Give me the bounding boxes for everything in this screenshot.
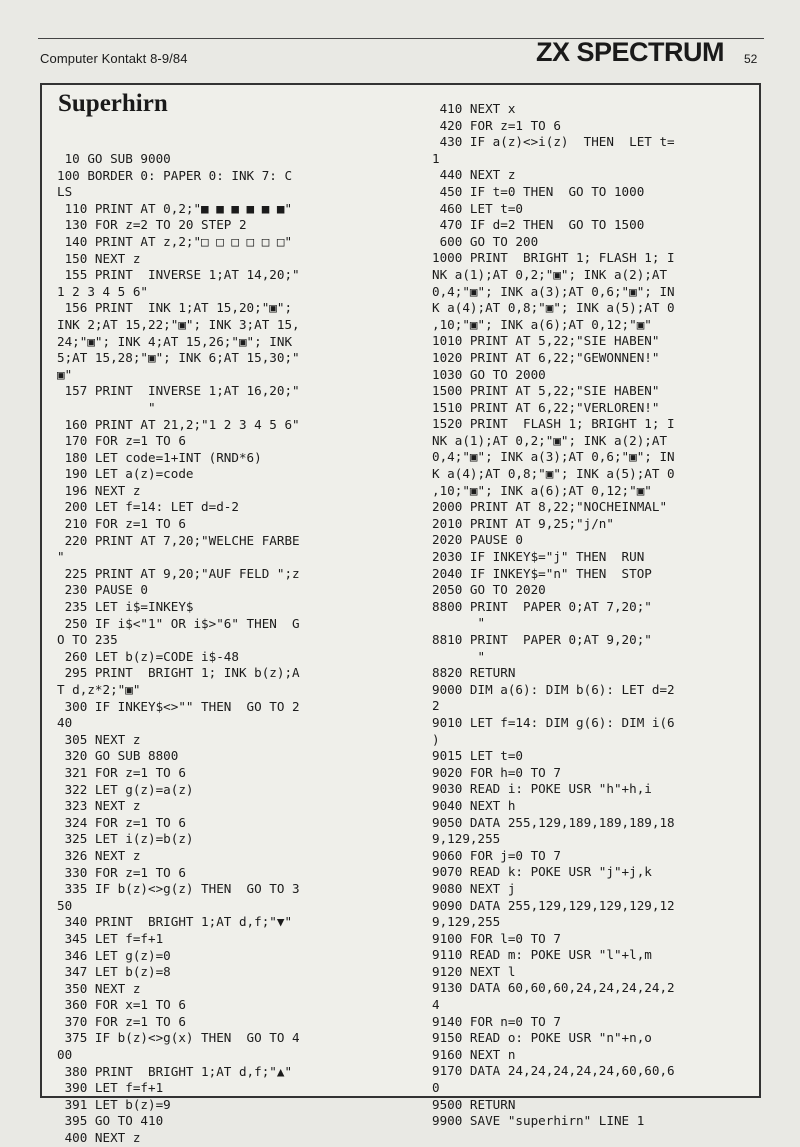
- code-line: ,10;"▣"; INK a(6);AT 0,12;"▣": [432, 482, 652, 498]
- code-line: 155 PRINT INVERSE 1;AT 14,20;": [57, 267, 300, 283]
- code-line: 2020 PAUSE 0: [432, 532, 523, 548]
- code-line: 00: [57, 1047, 73, 1063]
- code-line: 210 FOR z=1 TO 6: [57, 516, 186, 532]
- code-line: 9060 FOR j=0 TO 7: [432, 847, 561, 863]
- code-line: 150 NEXT z: [57, 250, 141, 266]
- code-line: 9010 LET f=14: DIM g(6): DIM i(6: [432, 714, 675, 730]
- code-line: 2050 GO TO 2020: [432, 582, 546, 598]
- code-line: ": [57, 549, 65, 565]
- code-line: 9150 READ o: POKE USR "n"+n,o: [432, 1030, 652, 1046]
- code-line: ": [57, 399, 156, 415]
- code-line: 305 NEXT z: [57, 731, 141, 747]
- code-line: 321 FOR z=1 TO 6: [57, 764, 186, 780]
- code-line: 140 PRINT AT z,2;"□ □ □ □ □ □": [57, 233, 293, 249]
- code-line: 100 BORDER 0: PAPER 0: INK 7: C: [57, 167, 293, 183]
- code-column-right: [432, 101, 675, 1130]
- code-line: 157 PRINT INVERSE 1;AT 16,20;": [57, 383, 300, 399]
- code-line: 156 PRINT INK 1;AT 15,20;"▣";: [57, 300, 293, 316]
- code-line: 250 IF i$<"1" OR i$>"6" THEN G: [57, 615, 300, 631]
- code-line: 9020 FOR h=0 TO 7: [432, 764, 561, 780]
- code-line: 9090 DATA 255,129,129,129,129,12: [432, 897, 675, 913]
- code-line: 220 PRINT AT 7,20;"WELCHE FARBE: [57, 532, 300, 548]
- code-line: 0,4;"▣"; INK a(3);AT 0,6;"▣"; IN: [432, 283, 675, 299]
- code-line: 420 FOR z=1 TO 6: [432, 117, 561, 133]
- code-line: 9040 NEXT h: [432, 797, 516, 813]
- code-column-left: [57, 151, 300, 1147]
- code-line: INK 2;AT 15,22;"▣"; INK 3;AT 15,: [57, 316, 300, 332]
- code-line: 320 GO SUB 8800: [57, 748, 179, 764]
- code-line: 2010 PRINT AT 9,25;"j/n": [432, 515, 614, 531]
- code-line: 325 LET i(z)=b(z): [57, 831, 194, 847]
- code-line: 400 NEXT z: [57, 1130, 141, 1146]
- code-line: K a(4);AT 0,8;"▣"; INK a(5);AT 0: [432, 466, 675, 482]
- code-line: 9160 NEXT n: [432, 1046, 516, 1062]
- code-line: 9080 NEXT j: [432, 880, 516, 896]
- section-title: ZX SPECTRUM: [536, 37, 725, 67]
- code-line: 375 IF b(z)<>g(x) THEN GO TO 4: [57, 1030, 300, 1046]
- code-line: 225 PRINT AT 9,20;"AUF FELD ";z: [57, 565, 300, 581]
- code-line: 9100 FOR l=0 TO 7: [432, 930, 561, 946]
- code-line: 9140 FOR n=0 TO 7: [432, 1013, 561, 1029]
- code-line: NK a(1);AT 0,2;"▣"; INK a(2);AT: [432, 266, 668, 282]
- code-line: 9070 READ k: POKE USR "j"+j,k: [432, 864, 652, 880]
- code-line: 324 FOR z=1 TO 6: [57, 814, 186, 830]
- code-line: 350 NEXT z: [57, 980, 141, 996]
- code-line: 9130 DATA 60,60,60,24,24,24,24,2: [432, 980, 675, 996]
- code-line: 322 LET g(z)=a(z): [57, 781, 194, 797]
- code-line: 180 LET code=1+INT (RND*6): [57, 449, 262, 465]
- code-line: 9030 READ i: POKE USR "h"+h,i: [432, 781, 652, 797]
- code-line: 8820 RETURN: [432, 665, 516, 681]
- code-line: 9170 DATA 24,24,24,24,24,60,60,6: [432, 1063, 675, 1079]
- code-line: 9000 DIM a(6): DIM b(6): LET d=2: [432, 681, 675, 697]
- code-line: ): [432, 731, 440, 747]
- code-line: 360 FOR x=1 TO 6: [57, 997, 186, 1013]
- code-line: 1010 PRINT AT 5,22;"SIE HABEN": [432, 333, 660, 349]
- code-line: 110 PRINT AT 0,2;"■ ■ ■ ■ ■ ■": [57, 200, 293, 216]
- code-line: 230 PAUSE 0: [57, 582, 148, 598]
- code-line: 9120 NEXT l: [432, 963, 516, 979]
- code-line: 9,129,255: [432, 914, 501, 930]
- code-line: 1 2 3 4 5 6": [57, 283, 148, 299]
- code-line: 4: [432, 997, 440, 1013]
- code-line: 300 IF INKEY$<>"" THEN GO TO 2: [57, 698, 300, 714]
- code-line: 380 PRINT BRIGHT 1;AT d,f;"▲": [57, 1063, 293, 1079]
- code-line: 326 NEXT z: [57, 847, 141, 863]
- code-line: ▣": [57, 366, 73, 382]
- code-line: 5;AT 15,28;"▣"; INK 6;AT 15,30;": [57, 350, 300, 366]
- code-line: 1510 PRINT AT 6,22;"VERLOREN!": [432, 399, 660, 415]
- code-line: 390 LET f=f+1: [57, 1080, 164, 1096]
- code-line: 460 LET t=0: [432, 200, 523, 216]
- code-line: 440 NEXT z: [432, 167, 516, 183]
- code-line: 1520 PRINT FLASH 1; BRIGHT 1; I: [432, 416, 675, 432]
- code-line: 40: [57, 715, 73, 731]
- code-line: 323 NEXT z: [57, 798, 141, 814]
- code-line: 1000 PRINT BRIGHT 1; FLASH 1; I: [432, 250, 675, 266]
- code-line: 8810 PRINT PAPER 0;AT 9,20;": [432, 632, 652, 647]
- code-line: 2040 IF INKEY$="n" THEN STOP: [432, 565, 652, 581]
- code-line: 24;"▣"; INK 4;AT 15,26;"▣"; INK: [57, 333, 293, 349]
- code-line: 190 LET a(z)=code: [57, 466, 194, 482]
- code-line: 430 IF a(z)<>i(z) THEN LET t=: [432, 134, 675, 150]
- code-line: 9,129,255: [432, 831, 501, 847]
- code-line: 8800 PRINT PAPER 0;AT 7,20;": [432, 598, 652, 614]
- code-line: 235 LET i$=INKEY$: [57, 599, 194, 615]
- code-line: 160 PRINT AT 21,2;"1 2 3 4 5 6": [57, 416, 300, 432]
- code-line: 391 LET b(z)=9: [57, 1096, 171, 1112]
- code-line: 1: [432, 150, 440, 166]
- listing-title: Superhirn: [58, 90, 168, 117]
- code-line: NK a(1);AT 0,2;"▣"; INK a(2);AT: [432, 432, 668, 448]
- code-line: 0: [432, 1080, 440, 1096]
- code-line: 370 FOR z=1 TO 6: [57, 1013, 186, 1029]
- code-line: 9500 RETURN: [432, 1096, 516, 1112]
- code-line: 330 FOR z=1 TO 6: [57, 864, 186, 880]
- code-line: 340 PRINT BRIGHT 1;AT d,f;"▼": [57, 914, 293, 930]
- code-line: 9900 SAVE "superhirn" LINE 1: [432, 1113, 645, 1129]
- code-line: 410 NEXT x: [432, 101, 516, 116]
- code-line: 395 GO TO 410: [57, 1113, 164, 1129]
- code-line: 335 IF b(z)<>g(z) THEN GO TO 3: [57, 881, 300, 897]
- code-line: 295 PRINT BRIGHT 1; INK b(z);A: [57, 665, 300, 681]
- code-line: 2000 PRINT AT 8,22;"NOCHEINMAL": [432, 499, 668, 515]
- code-line: ": [432, 615, 486, 631]
- page-header: [38, 38, 764, 69]
- code-line: 9050 DATA 255,129,189,189,189,18: [432, 814, 675, 830]
- code-line: 1500 PRINT AT 5,22;"SIE HABEN": [432, 383, 660, 399]
- magazine-name: Computer Kontakt 8-9/84: [40, 51, 188, 66]
- code-line: K a(4);AT 0,8;"▣"; INK a(5);AT 0: [432, 300, 675, 316]
- code-line: 1020 PRINT AT 6,22;"GEWONNEN!": [432, 349, 660, 365]
- code-line: T d,z*2;"▣": [57, 682, 141, 697]
- code-line: 346 LET g(z)=0: [57, 947, 171, 963]
- code-line: 260 LET b(z)=CODE i$-48: [57, 648, 239, 664]
- code-line: 470 IF d=2 THEN GO TO 1500: [432, 217, 645, 233]
- code-line: O TO 235: [57, 632, 118, 648]
- code-line: 9110 READ m: POKE USR "l"+l,m: [432, 947, 652, 963]
- code-line: 0,4;"▣"; INK a(3);AT 0,6;"▣"; IN: [432, 449, 675, 465]
- code-line: 450 IF t=0 THEN GO TO 1000: [432, 183, 645, 199]
- code-line: ,10;"▣"; INK a(6);AT 0,12;"▣": [432, 316, 652, 332]
- code-line: LS: [57, 184, 73, 200]
- code-line: 130 FOR z=2 TO 20 STEP 2: [57, 217, 247, 233]
- code-line: 200 LET f=14: LET d=d-2: [57, 499, 239, 515]
- code-line: 9015 LET t=0: [432, 748, 523, 764]
- code-line: ": [432, 648, 486, 664]
- page-number: 52: [744, 52, 758, 66]
- code-line: 1030 GO TO 2000: [432, 366, 546, 382]
- code-line: 347 LET b(z)=8: [57, 964, 171, 980]
- code-line: 600 GO TO 200: [432, 233, 539, 249]
- code-line: 2030 IF INKEY$="j" THEN RUN: [432, 549, 645, 565]
- code-line: 50: [57, 897, 73, 913]
- code-line: 170 FOR z=1 TO 6: [57, 433, 186, 449]
- code-line: 196 NEXT z: [57, 482, 141, 498]
- code-line: 345 LET f=f+1: [57, 930, 164, 946]
- code-line: 2: [432, 698, 440, 714]
- code-line: 10 GO SUB 9000: [57, 151, 171, 166]
